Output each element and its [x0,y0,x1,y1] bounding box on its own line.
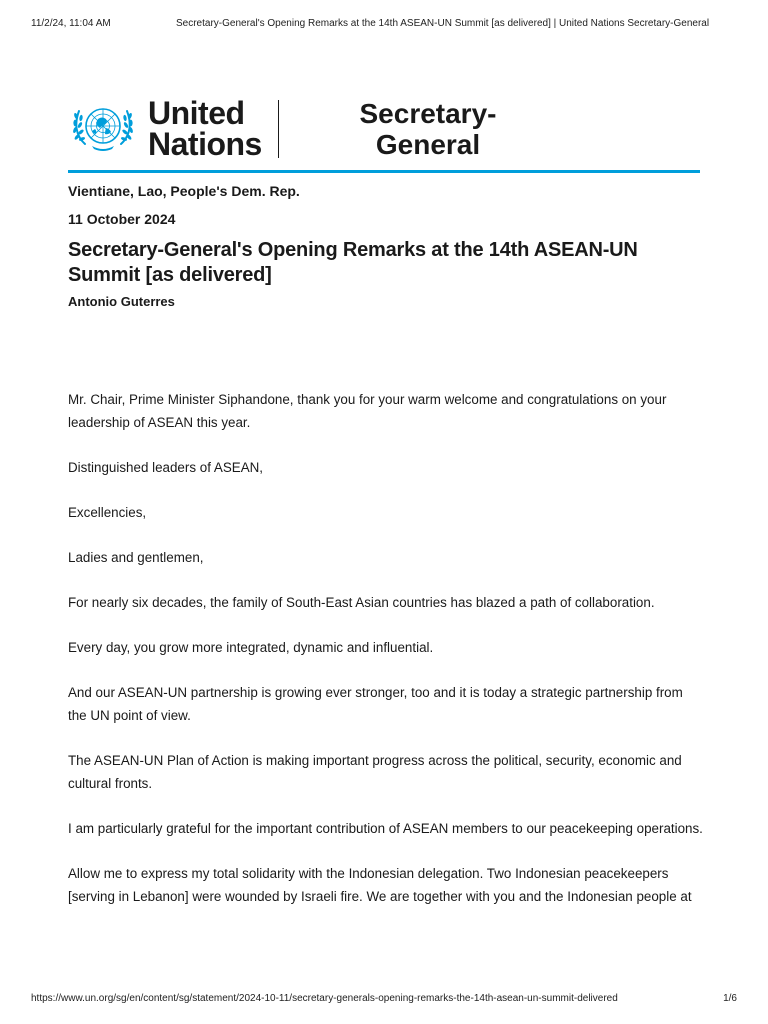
print-url: https://www.un.org/sg/en/content/sg/statement/2024-10-11/secretary-generals-opening-remarks-the-14th-asean-un-summit-delivered [31,993,618,1004]
article-date: 11 October 2024 [68,211,176,227]
section-title[interactable] [328,98,528,160]
un-wordmark[interactable] [148,95,262,162]
article-title: Secretary-General's Opening Remarks at the 14th ASEAN-UN Summit [as delivered] [68,239,638,286]
paragraph: Allow me to express my total solidarity with the Indonesian delegation. Two Indonesian peacekeepers [serving in Lebanon] were wounded by Israeli fire. We are together with you and the Indonesian people at [68,866,692,904]
section-title-line-1: Secretary- [359,98,497,129]
print-page-number: 1/6 [723,993,737,1004]
article-body [68,388,703,930]
paragraph: And our ASEAN-UN partnership is growing ever stronger, too and it is today a strategic partnership from the UN point of view. [68,685,683,723]
paragraph: Mr. Chair, Prime Minister Siphandone, thank you for your warm welcome and congratulations on your leadership of ASEAN this year. [68,392,667,430]
header-rule [68,170,700,173]
paragraph: Excellencies, [68,505,147,520]
print-page-title: Secretary-General's Opening Remarks at the 14th ASEAN-UN Summit [as delivered] | United Nations Secretary-General [176,18,710,29]
un-emblem-icon[interactable] [68,96,138,158]
section-title-line-2: General [375,129,481,160]
masthead-divider [278,100,279,158]
paragraph: Distinguished leaders of ASEAN, [68,460,264,475]
paragraph: For nearly six decades, the family of South-East Asian countries has blazed a path of collaboration. [68,595,655,610]
article-author: Antonio Guterres [68,294,175,309]
wordmark-line-1: United [148,95,245,131]
paragraph: I am particularly grateful for the important contribution of ASEAN members to our peacekeeping operations. [68,821,703,836]
paragraph: Every day, you grow more integrated, dynamic and influential. [68,640,434,655]
print-datetime: 11/2/24, 11:04 AM [31,18,111,29]
paragraph: The ASEAN-UN Plan of Action is making important progress across the political, security, economic and cultural fronts. [68,753,682,791]
masthead [68,94,700,166]
paragraph: Ladies and gentlemen, [68,550,204,565]
print-header [31,18,737,32]
article-location: Vientiane, Lao, People's Dem. Rep. [68,183,300,199]
print-footer [31,993,737,1007]
wordmark-line-2: Nations [148,126,262,162]
